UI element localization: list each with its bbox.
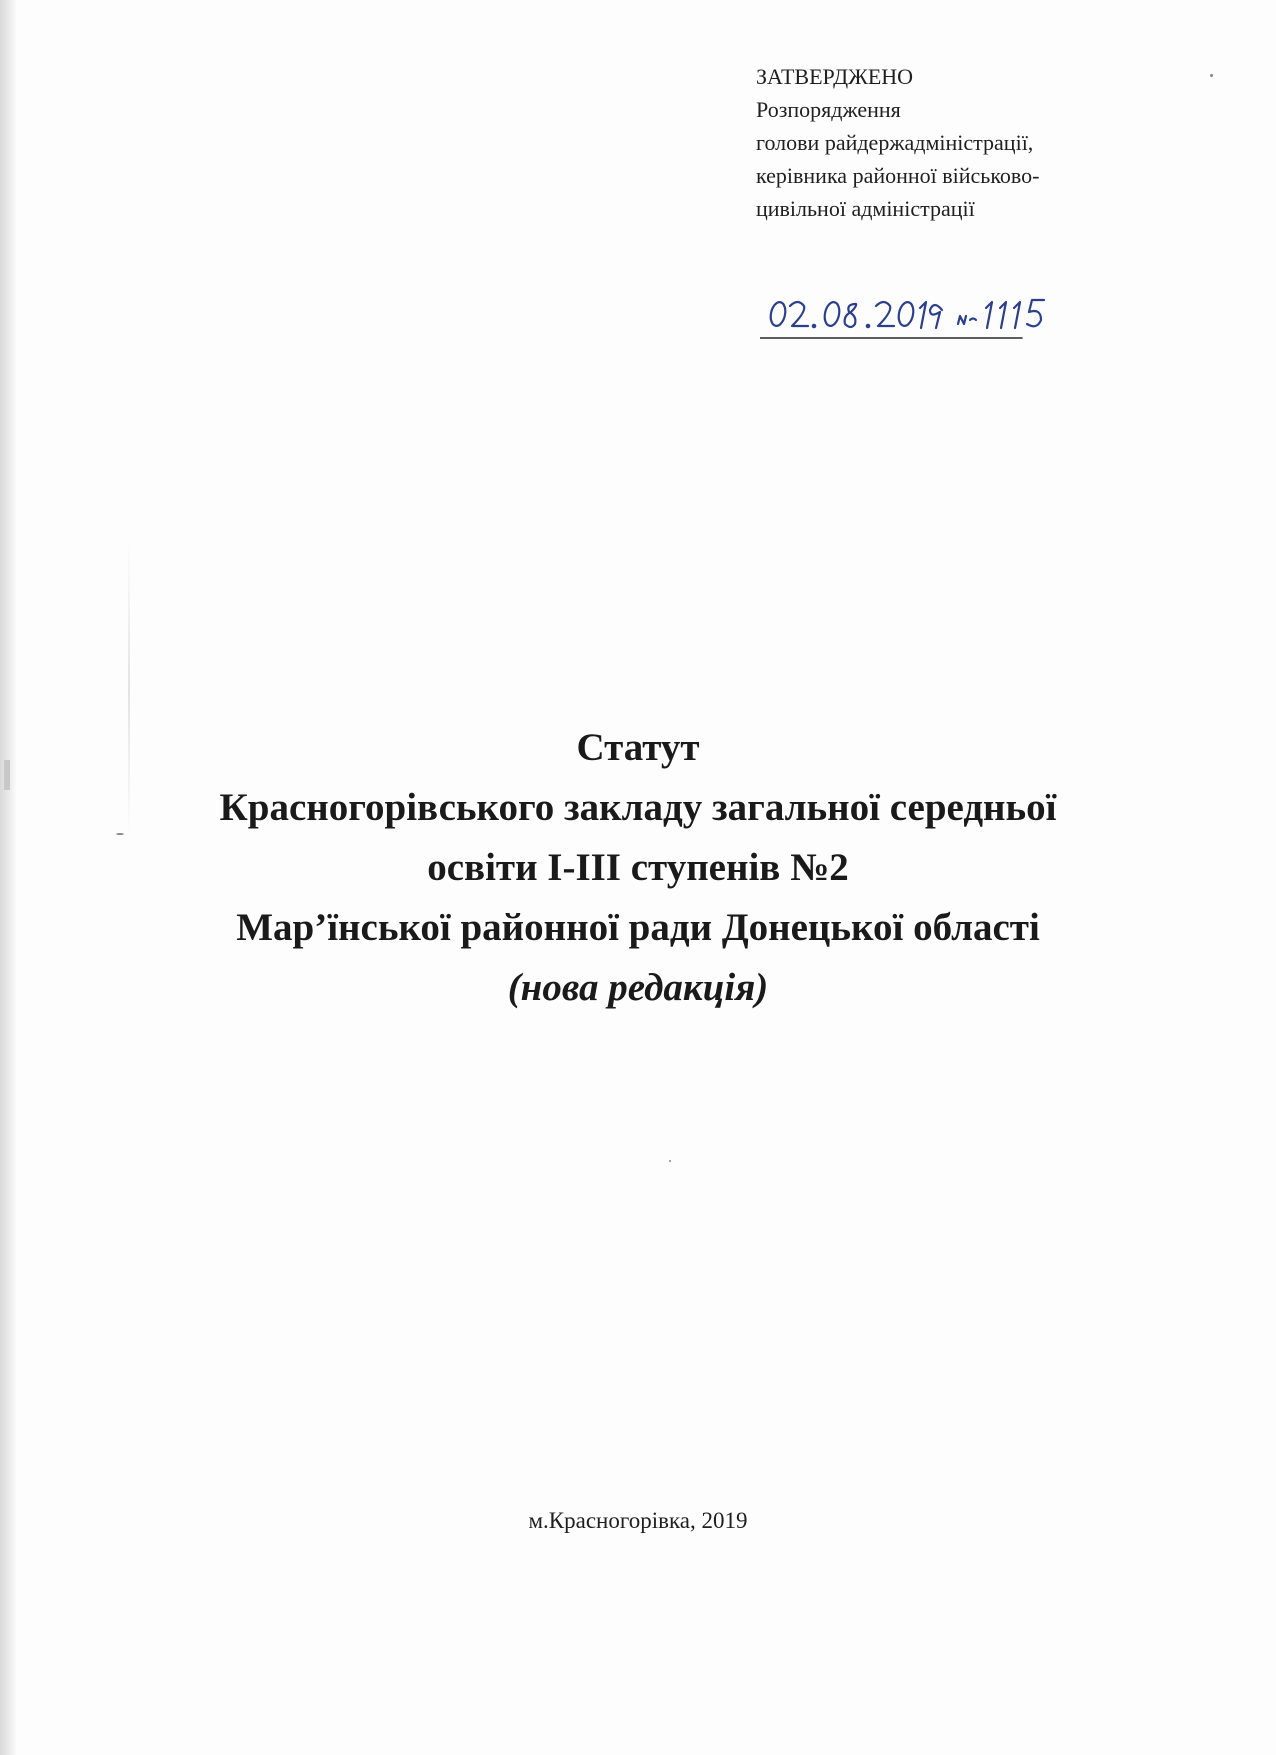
scan-speck <box>669 1160 671 1162</box>
handwritten-date-number-drawing <box>760 294 1140 350</box>
approval-line-order: Розпорядження <box>756 97 901 122</box>
scan-speck <box>116 833 124 835</box>
title-institution-line-1: Красногорівського закладу загальної середньої <box>219 786 1057 829</box>
approval-line-leader: керівника районної військово- <box>756 163 1040 188</box>
title-council-line: Мар’їнської районної ради Донецької області <box>236 906 1040 949</box>
scan-speck <box>1210 74 1213 77</box>
title-institution-line-2: освіти І-ІІІ ступенів №2 <box>427 846 849 889</box>
approval-stamp-block <box>756 60 1176 225</box>
title-statute: Статут <box>576 726 700 769</box>
place-and-year: м.Красногорівка, 2019 <box>528 1508 748 1533</box>
handwritten-date-number <box>760 294 1140 350</box>
statute-title-block <box>0 718 1276 1018</box>
approval-line-head: голови райдержадміністрації, <box>756 130 1034 155</box>
approval-header: ЗАТВЕРДЖЕНО <box>756 64 914 89</box>
approval-line-administration: цивільної адміністрації <box>756 196 975 221</box>
title-new-edition: (нова редакція) <box>507 966 769 1009</box>
